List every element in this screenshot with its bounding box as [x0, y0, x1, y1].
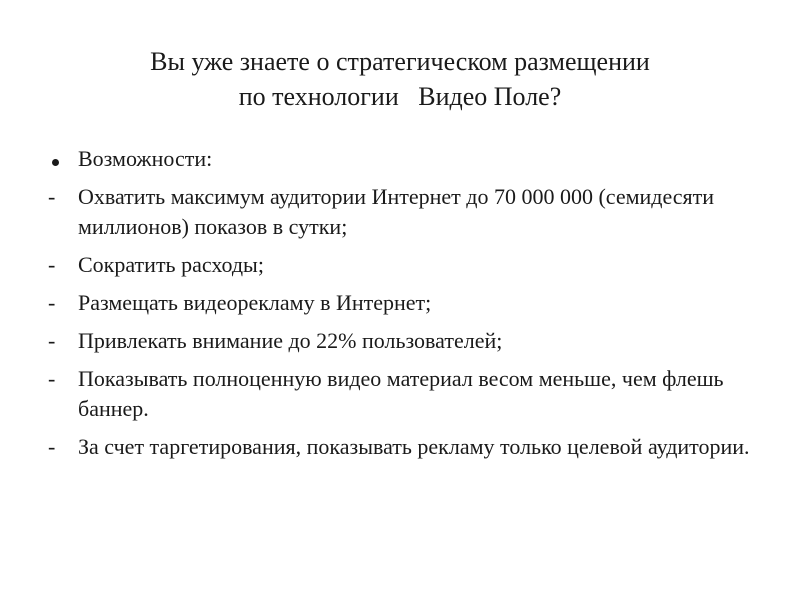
dash-marker: - — [48, 328, 56, 353]
bullet-list — [48, 144, 768, 470]
slide-title-line-1: Вы уже знаете о стратегическом размещении — [150, 47, 650, 76]
list-item-reduce-costs — [48, 250, 768, 280]
list-item-targeting — [48, 432, 768, 462]
list-item-text: Показывать полноценную видео материал весом меньше, чем флешь баннер. — [78, 366, 724, 421]
dash-marker: - — [48, 366, 56, 391]
list-item-text: Возможности: — [78, 146, 213, 171]
list-item-text: Привлекать внимание до 22% пользователей; — [78, 328, 503, 353]
list-item-text: Охватить максимум аудитории Интернет до 70 000 000 (семидесяти миллионов) показов в сутки; — [78, 184, 715, 239]
list-item-text: За счет таргетирования, показывать рекламу только целевой аудитории. — [78, 434, 750, 459]
list-item-text: Сократить расходы; — [78, 252, 264, 277]
dash-marker: - — [48, 252, 56, 277]
slide-title — [60, 44, 740, 114]
dash-marker: - — [48, 434, 56, 459]
list-item-capabilities — [48, 144, 768, 174]
dash-marker: - — [48, 184, 56, 209]
list-item-full-video — [48, 364, 768, 424]
dash-marker: - — [48, 290, 56, 315]
bullet-dot-icon — [48, 144, 72, 174]
list-item-reach-audience — [48, 182, 768, 242]
list-item-text: Размещать видеорекламу в Интернет; — [78, 290, 432, 315]
slide-title-line-2: по технологии Видео Поле? — [238, 82, 562, 111]
list-item-attention — [48, 326, 768, 356]
list-item-video-ads — [48, 288, 768, 318]
